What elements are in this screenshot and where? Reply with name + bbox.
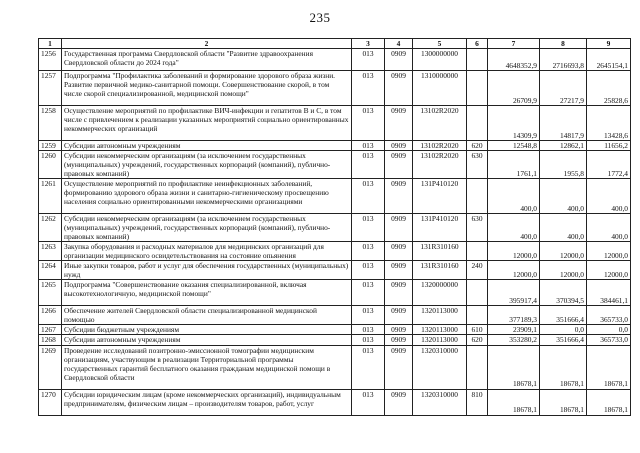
row-code-5: 131R310160 [413,242,467,261]
row-description: Обеспечение жителей Свердловской области специализированной медицинской помощью [62,306,352,325]
row-value-9: 2645154,1 [587,49,631,71]
row-code-6 [467,242,488,261]
row-value-7: 377189,3 [488,306,540,325]
row-code-6 [467,280,488,306]
row-code-3: 013 [352,179,385,214]
row-value-7: 12000,0 [488,261,540,280]
header-cell: 2 [62,39,352,49]
row-value-7: 353280,2 [488,335,540,345]
row-code-6 [467,71,488,106]
row-value-9: 400,0 [587,214,631,242]
header-cell: 3 [352,39,385,49]
row-description: Субсидии бюджетным учреждениям [62,325,352,335]
row-value-8: 12862,1 [540,141,587,151]
row-code-6: 240 [467,261,488,280]
row-value-8: 370394,5 [540,280,587,306]
row-code-6: 620 [467,335,488,345]
table-row [39,325,631,335]
budget-table [38,38,631,416]
row-code-4: 0909 [385,345,413,389]
header-cell: 4 [385,39,413,49]
table-row [39,389,631,415]
row-value-9: 0,0 [587,325,631,335]
row-code-3: 013 [352,106,385,141]
row-number: 1269 [39,345,62,389]
row-code-4: 0909 [385,306,413,325]
row-description: Подпрограмма "Совершенствование оказания специализированной, включая высокотехнологичную, медицинской помощи" [62,280,352,306]
row-value-9: 13428,6 [587,106,631,141]
row-value-7: 23909,1 [488,325,540,335]
row-code-5: 13102R2020 [413,106,467,141]
row-number: 1258 [39,106,62,141]
row-code-4: 0909 [385,261,413,280]
row-value-8: 18678,1 [540,345,587,389]
row-code-6 [467,179,488,214]
row-description: Субсидии некоммерческим организациям (за исключением государственных (муниципальных) учреждений, государственных корпораций (компаний), публично-правовых компаний) [62,151,352,179]
row-description: Иные закупки товаров, работ и услуг для обеспечения государственных (муниципальных) нужд [62,261,352,280]
row-value-7: 400,0 [488,214,540,242]
row-code-3: 013 [352,325,385,335]
row-code-4: 0909 [385,280,413,306]
row-description: Осуществление мероприятий по профилактике ВИЧ-инфекции и гепатитов В и С, в том числе с привлечением к реализации указанных мероприятий социально ориентированных некоммерческих организаций [62,106,352,141]
row-number: 1262 [39,214,62,242]
row-number: 1260 [39,151,62,179]
row-value-7: 26709,9 [488,71,540,106]
row-code-5: 13102R2020 [413,151,467,179]
row-value-7: 14309,9 [488,106,540,141]
row-code-5: 13102R2020 [413,141,467,151]
row-code-6 [467,49,488,71]
row-code-3: 013 [352,151,385,179]
row-value-7: 18678,1 [488,345,540,389]
row-description: Подпрограмма "Профилактика заболеваний и формирование здорового образа жизни. Развитие первичной медико-санитарной помощи. Совершенствование скорой, в том числе скорой специализированной, медицинской помощи" [62,71,352,106]
row-code-4: 0909 [385,214,413,242]
table-row [39,306,631,325]
row-code-4: 0909 [385,325,413,335]
row-value-8: 400,0 [540,179,587,214]
header-cell: 6 [467,39,488,49]
row-description: Осуществление мероприятий по профилактике неинфекционных заболеваний, формированию здорового образа жизни и санитарно-гигиеническому просвещению населения социально ориентированными некоммерческими организациями [62,179,352,214]
row-value-8: 2716693,8 [540,49,587,71]
row-code-4: 0909 [385,71,413,106]
row-code-3: 013 [352,280,385,306]
row-code-5: 1320310000 [413,389,467,415]
row-number: 1267 [39,325,62,335]
row-value-9: 11656,2 [587,141,631,151]
row-description: Субсидии автономным учреждениям [62,335,352,345]
row-value-9: 25828,6 [587,71,631,106]
row-code-4: 0909 [385,389,413,415]
row-value-8: 27217,9 [540,71,587,106]
row-value-9: 12000,0 [587,242,631,261]
row-code-3: 013 [352,71,385,106]
table-header-row [39,39,631,49]
row-value-8: 14817,9 [540,106,587,141]
row-code-6: 620 [467,141,488,151]
row-value-7: 400,0 [488,179,540,214]
row-value-8: 0,0 [540,325,587,335]
row-code-3: 013 [352,141,385,151]
row-number: 1268 [39,335,62,345]
row-number: 1256 [39,49,62,71]
row-code-6: 610 [467,325,488,335]
row-code-3: 013 [352,345,385,389]
row-value-7: 18678,1 [488,389,540,415]
row-description: Субсидии автономным учреждениям [62,141,352,151]
row-value-9: 18678,1 [587,345,631,389]
table-row [39,179,631,214]
row-code-3: 013 [352,261,385,280]
row-number: 1270 [39,389,62,415]
row-number: 1263 [39,242,62,261]
row-value-7: 12000,0 [488,242,540,261]
row-description: Государственная программа Свердловской области "Развитие здравоохранения Свердловской области до 2024 года" [62,49,352,71]
row-value-9: 365733,0 [587,335,631,345]
row-number: 1257 [39,71,62,106]
table-row [39,261,631,280]
row-number: 1261 [39,179,62,214]
table-row [39,49,631,71]
table-row [39,280,631,306]
table-row [39,214,631,242]
row-code-6 [467,345,488,389]
row-number: 1266 [39,306,62,325]
table-row [39,151,631,179]
table-row [39,345,631,389]
row-code-6: 810 [467,389,488,415]
header-cell: 7 [488,39,540,49]
row-code-5: 1310000000 [413,71,467,106]
row-code-5: 131P410120 [413,179,467,214]
row-description: Субсидии юридическим лицам (кроме некоммерческих организаций), индивидуальным предпринимателям, физическим лицам – производителям товаров, работ, услуг [62,389,352,415]
row-value-9: 18678,1 [587,389,631,415]
row-code-3: 013 [352,306,385,325]
row-code-4: 0909 [385,151,413,179]
row-code-6: 630 [467,151,488,179]
row-description: Проведение исследований позитронно-эмиссионной томографии медицинским организациям, участвующим в реализации Территориальной программы государственных гарантий бесплатного оказания гражданам медицинской помощи в Свердловской области [62,345,352,389]
row-code-3: 013 [352,49,385,71]
header-cell: 1 [39,39,62,49]
row-value-9: 384461,1 [587,280,631,306]
row-code-3: 013 [352,214,385,242]
row-description: Субсидии некоммерческим организациям (за исключением государственных (муниципальных) учреждений, государственных корпораций (компаний), публично-правовых компаний) [62,214,352,242]
row-value-8: 12000,0 [540,261,587,280]
row-value-8: 351666,4 [540,335,587,345]
row-code-4: 0909 [385,179,413,214]
row-code-4: 0909 [385,141,413,151]
header-cell: 5 [413,39,467,49]
row-value-9: 400,0 [587,179,631,214]
row-code-5: 1320310000 [413,345,467,389]
table-row [39,242,631,261]
header-cell: 8 [540,39,587,49]
row-value-7: 12548,8 [488,141,540,151]
row-code-5: 1320000000 [413,280,467,306]
row-description: Закупка оборудования и расходных материалов для медицинских организаций для организации медицинского освидетельствования на состояние опьянения [62,242,352,261]
row-value-8: 400,0 [540,214,587,242]
row-code-5: 1300000000 [413,49,467,71]
row-value-8: 12000,0 [540,242,587,261]
row-number: 1265 [39,280,62,306]
row-code-3: 013 [352,389,385,415]
row-code-5: 1320113000 [413,306,467,325]
table-row [39,71,631,106]
row-code-4: 0909 [385,242,413,261]
table-row [39,335,631,345]
row-value-7: 1761,1 [488,151,540,179]
row-value-9: 1772,4 [587,151,631,179]
table-row [39,106,631,141]
row-code-5: 131P410120 [413,214,467,242]
row-code-5: 1320113000 [413,325,467,335]
row-value-8: 1955,8 [540,151,587,179]
row-code-4: 0909 [385,335,413,345]
page-number: 235 [309,10,331,25]
row-number: 1259 [39,141,62,151]
row-code-5: 131R310160 [413,261,467,280]
row-number: 1264 [39,261,62,280]
row-value-7: 395917,4 [488,280,540,306]
row-code-4: 0909 [385,49,413,71]
row-value-7: 4648352,9 [488,49,540,71]
row-code-3: 013 [352,242,385,261]
row-code-5: 1320113000 [413,335,467,345]
row-code-4: 0909 [385,106,413,141]
row-code-6: 630 [467,214,488,242]
row-code-6 [467,106,488,141]
table-row [39,141,631,151]
row-code-3: 013 [352,335,385,345]
row-value-8: 18678,1 [540,389,587,415]
header-cell: 9 [587,39,631,49]
row-code-6 [467,306,488,325]
row-value-8: 351666,4 [540,306,587,325]
row-value-9: 12000,0 [587,261,631,280]
row-value-9: 365733,0 [587,306,631,325]
